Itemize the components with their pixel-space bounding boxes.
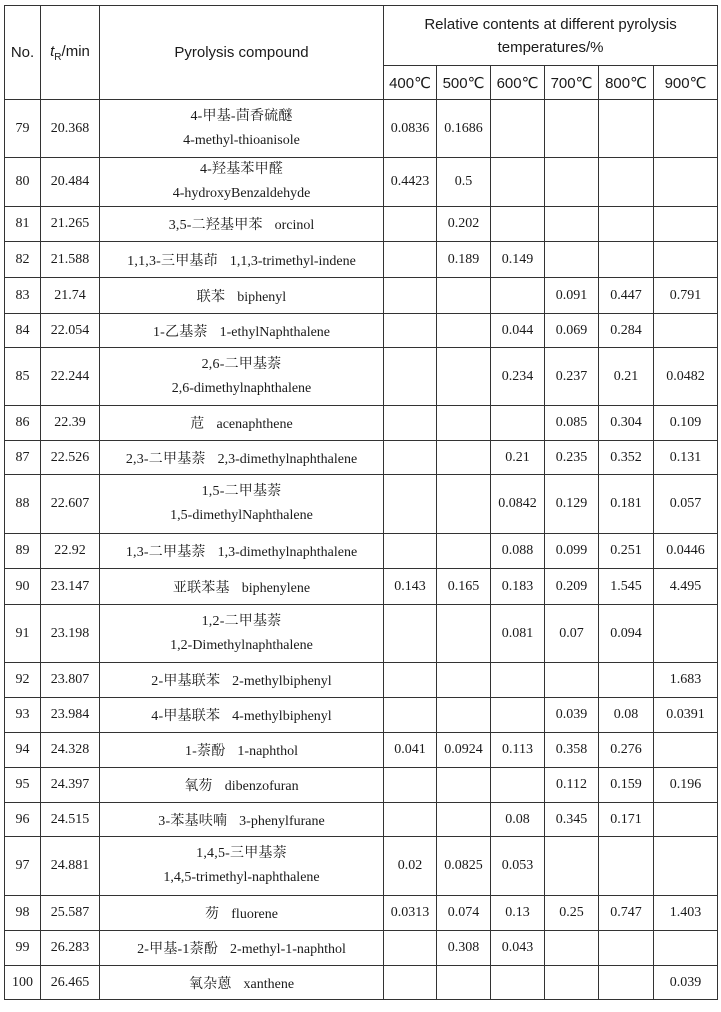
content-value: 0.085 — [545, 406, 599, 441]
compound-name — [100, 896, 384, 931]
table-row — [5, 158, 718, 207]
content-value: 0.0482 — [654, 348, 718, 406]
content-value: 0.069 — [545, 314, 599, 348]
row-number: 87 — [5, 441, 41, 475]
retention-time: 26.283 — [41, 931, 100, 966]
content-value: 0.284 — [599, 314, 654, 348]
content-value: 1.545 — [599, 569, 654, 605]
compound-name-cn: 联苯 — [196, 289, 226, 305]
compound-name-cn: 1,3-二甲基萘 — [125, 545, 206, 560]
compound-name — [100, 569, 384, 605]
table-row — [5, 314, 718, 348]
content-value: 0.0446 — [654, 534, 718, 569]
content-value: 0.112 — [545, 768, 599, 803]
row-number: 98 — [5, 896, 41, 931]
compound-name-en: 1-naphthol — [237, 744, 299, 759]
content-value — [384, 406, 437, 441]
temp-header: 700℃ — [545, 66, 599, 100]
content-value — [654, 605, 718, 663]
compound-name-cn: 1-乙基萘 — [152, 324, 208, 340]
content-value — [545, 837, 599, 896]
col-temperature-group-header: Relative contents at different pyrolysis temperatures/% — [384, 6, 718, 66]
content-value — [384, 966, 437, 1000]
content-value: 0.0842 — [491, 475, 545, 534]
content-value: 0.0391 — [654, 698, 718, 733]
compound-name — [100, 406, 384, 441]
content-value: 0.02 — [384, 837, 437, 896]
content-value: 0.181 — [599, 475, 654, 534]
compound-name-en: 1,4,5-trimethyl-naphthalene — [163, 870, 320, 885]
content-value: 0.053 — [491, 837, 545, 896]
content-value — [654, 314, 718, 348]
content-value — [491, 100, 545, 158]
retention-time: 25.587 — [41, 896, 100, 931]
row-number: 90 — [5, 569, 41, 605]
retention-time: 26.465 — [41, 966, 100, 1000]
content-value: 0.345 — [545, 803, 599, 837]
content-value: 0.149 — [491, 242, 545, 278]
content-value — [599, 837, 654, 896]
retention-time: 24.881 — [41, 837, 100, 896]
content-value: 0.044 — [491, 314, 545, 348]
compound-name-cn: 4-羟基苯甲醛 — [199, 162, 284, 177]
content-value — [384, 348, 437, 406]
content-value: 0.209 — [545, 569, 599, 605]
retention-time: 24.515 — [41, 803, 100, 837]
table-row — [5, 569, 718, 605]
content-value: 0.159 — [599, 768, 654, 803]
content-value — [491, 663, 545, 698]
content-value — [384, 441, 437, 475]
compound-name — [100, 768, 384, 803]
content-value: 0.21 — [491, 441, 545, 475]
table-row — [5, 475, 718, 534]
table-row — [5, 896, 718, 931]
content-value — [491, 406, 545, 441]
retention-time: 22.607 — [41, 475, 100, 534]
retention-time: 22.39 — [41, 406, 100, 441]
temp-header: 900℃ — [654, 66, 718, 100]
retention-time: 21.588 — [41, 242, 100, 278]
temp-header: 600℃ — [491, 66, 545, 100]
content-value: 0.358 — [545, 733, 599, 768]
compound-name-cn: 2-甲基联苯 — [151, 674, 221, 689]
content-value — [384, 207, 437, 242]
compound-name — [100, 698, 384, 733]
compound-name-cn: 1,5-二甲基萘 — [201, 484, 282, 499]
compound-name — [100, 314, 384, 348]
compound-name-en: 3-phenylfurane — [239, 813, 325, 829]
table-row — [5, 698, 718, 733]
content-value: 0.276 — [599, 733, 654, 768]
content-value — [384, 242, 437, 278]
content-value: 0.113 — [491, 733, 545, 768]
row-number: 93 — [5, 698, 41, 733]
row-number: 99 — [5, 931, 41, 966]
content-value: 0.237 — [545, 348, 599, 406]
content-value — [437, 406, 491, 441]
content-value — [599, 966, 654, 1000]
content-value — [384, 534, 437, 569]
content-value: 0.235 — [545, 441, 599, 475]
table-row — [5, 278, 718, 314]
content-value — [437, 534, 491, 569]
temp-header: 500℃ — [437, 66, 491, 100]
content-value — [654, 207, 718, 242]
compound-name-cn: 2,6-二甲基萘 — [201, 356, 282, 372]
content-value: 0.07 — [545, 605, 599, 663]
content-value: 1.403 — [654, 896, 718, 931]
content-value — [384, 605, 437, 663]
table-row — [5, 803, 718, 837]
compound-name — [100, 441, 384, 475]
content-value: 0.25 — [545, 896, 599, 931]
content-value — [545, 966, 599, 1000]
content-value: 0.202 — [437, 207, 491, 242]
content-value — [437, 475, 491, 534]
compound-name — [100, 348, 384, 406]
compound-name — [100, 278, 384, 314]
compound-name-en: xanthene — [243, 976, 295, 992]
compound-name-en: 1,1,3-trimethyl-indene — [229, 253, 356, 269]
content-value — [491, 768, 545, 803]
content-value — [437, 348, 491, 406]
row-number: 91 — [5, 605, 41, 663]
content-value: 0.0313 — [384, 896, 437, 931]
row-number: 92 — [5, 663, 41, 698]
table-row — [5, 348, 718, 406]
compound-name-en: 4-methyl-thioanisole — [183, 132, 300, 148]
content-value: 0.251 — [599, 534, 654, 569]
content-value: 0.0836 — [384, 100, 437, 158]
retention-time: 24.328 — [41, 733, 100, 768]
row-number: 79 — [5, 100, 41, 158]
compound-name-cn: 2-甲基-1萘酚 — [137, 942, 219, 957]
row-number: 100 — [5, 966, 41, 1000]
row-number: 84 — [5, 314, 41, 348]
compound-name — [100, 803, 384, 837]
content-value — [599, 242, 654, 278]
content-value — [599, 100, 654, 158]
compound-name-cn: 2,3-二甲基萘 — [125, 451, 206, 467]
content-value — [437, 278, 491, 314]
compound-name-en: 1-ethylNaphthalene — [219, 324, 331, 340]
content-value — [491, 966, 545, 1000]
content-value — [599, 207, 654, 242]
retention-time: 23.984 — [41, 698, 100, 733]
content-value — [545, 242, 599, 278]
row-number: 81 — [5, 207, 41, 242]
content-value — [599, 663, 654, 698]
content-value: 0.129 — [545, 475, 599, 534]
content-value — [545, 207, 599, 242]
retention-time: 22.244 — [41, 348, 100, 406]
compound-name-en: 1,5-dimethylNaphthalene — [170, 508, 313, 523]
content-value: 0.352 — [599, 441, 654, 475]
row-number: 94 — [5, 733, 41, 768]
content-value: 0.234 — [491, 348, 545, 406]
temp-header: 400℃ — [384, 66, 437, 100]
table-row — [5, 966, 718, 1000]
content-value — [654, 733, 718, 768]
compound-name-cn: 氧芴 — [184, 779, 213, 794]
content-value: 0.196 — [654, 768, 718, 803]
content-value: 0.099 — [545, 534, 599, 569]
content-value — [545, 100, 599, 158]
retention-time: 20.368 — [41, 100, 100, 158]
col-retention-time-header: $t_R/\min$ — [41, 6, 100, 100]
content-value — [437, 768, 491, 803]
content-value — [654, 803, 718, 837]
compound-name — [100, 158, 384, 207]
retention-time: 22.054 — [41, 314, 100, 348]
content-value — [545, 158, 599, 207]
content-value: 0.0924 — [437, 733, 491, 768]
content-value: 0.039 — [545, 698, 599, 733]
compound-name-cn: 3,5-二羟基甲苯 — [168, 218, 263, 233]
content-value: 0.13 — [491, 896, 545, 931]
col-no-header: No. — [5, 6, 41, 100]
compound-name-en: 2,3-dimethylnaphthalene — [217, 451, 358, 467]
content-value: 0.5 — [437, 158, 491, 207]
table-row — [5, 242, 718, 278]
content-value — [384, 768, 437, 803]
content-value: 0.4423 — [384, 158, 437, 207]
content-value — [384, 314, 437, 348]
compound-name — [100, 207, 384, 242]
compound-name-cn: 苊 — [190, 417, 205, 432]
content-value: 0.308 — [437, 931, 491, 966]
content-value — [384, 931, 437, 966]
table-row — [5, 663, 718, 698]
compound-name-en: 2,6-dimethylnaphthalene — [171, 380, 312, 396]
content-value — [384, 475, 437, 534]
temp-header: 800℃ — [599, 66, 654, 100]
compound-name-en: biphenyl — [237, 289, 287, 305]
compound-name-en: dibenzofuran — [224, 779, 299, 794]
compound-name-cn: 3-苯基呋喃 — [158, 813, 228, 829]
compound-name — [100, 966, 384, 1000]
row-number: 85 — [5, 348, 41, 406]
content-value — [384, 803, 437, 837]
retention-time: 21.74 — [41, 278, 100, 314]
retention-time: 24.397 — [41, 768, 100, 803]
content-value — [491, 278, 545, 314]
content-value: 0.081 — [491, 605, 545, 663]
content-value — [437, 966, 491, 1000]
content-value: 0.043 — [491, 931, 545, 966]
content-value — [599, 158, 654, 207]
compound-name-en: 1,3-dimethylnaphthalene — [217, 545, 358, 560]
table-row — [5, 441, 718, 475]
header-row — [5, 6, 718, 66]
compound-name-en: orcinol — [274, 218, 315, 233]
content-value — [384, 278, 437, 314]
content-value: 0.109 — [654, 406, 718, 441]
retention-time: 22.92 — [41, 534, 100, 569]
content-value — [437, 605, 491, 663]
retention-time: 20.484 — [41, 158, 100, 207]
row-number: 83 — [5, 278, 41, 314]
row-number: 88 — [5, 475, 41, 534]
content-value — [654, 100, 718, 158]
content-value: 0.143 — [384, 569, 437, 605]
row-number: 96 — [5, 803, 41, 837]
content-value — [437, 314, 491, 348]
compound-name — [100, 931, 384, 966]
compound-name — [100, 733, 384, 768]
content-value: 0.171 — [599, 803, 654, 837]
content-value: 0.165 — [437, 569, 491, 605]
compound-name — [100, 663, 384, 698]
compound-name — [100, 534, 384, 569]
retention-time: 22.526 — [41, 441, 100, 475]
content-value: 0.08 — [491, 803, 545, 837]
retention-time: 21.265 — [41, 207, 100, 242]
compound-name-cn: 芴 — [205, 907, 220, 922]
content-value: 0.041 — [384, 733, 437, 768]
table-body — [5, 100, 718, 1000]
compound-name-cn: 亚联苯基 — [172, 580, 230, 596]
compound-name — [100, 100, 384, 158]
row-number: 80 — [5, 158, 41, 207]
content-value: 0.1686 — [437, 100, 491, 158]
pyrolysis-table — [4, 5, 718, 1000]
table-row — [5, 534, 718, 569]
content-value: 0.057 — [654, 475, 718, 534]
content-value: 0.131 — [654, 441, 718, 475]
compound-name-en: 2-methylbiphenyl — [232, 674, 332, 689]
compound-name-cn: 1,1,3-三甲基茚 — [127, 253, 218, 269]
compound-name-cn: 4-甲基联苯 — [151, 709, 221, 724]
content-value — [654, 931, 718, 966]
content-value — [545, 931, 599, 966]
content-value — [437, 803, 491, 837]
compound-name-en: biphenylene — [241, 580, 311, 596]
compound-name-en: 4-hydroxyBenzaldehyde — [172, 186, 311, 201]
table-row — [5, 931, 718, 966]
content-value: 1.683 — [654, 663, 718, 698]
content-value: 0.091 — [545, 278, 599, 314]
content-value: 0.304 — [599, 406, 654, 441]
content-value — [491, 698, 545, 733]
content-value: 0.074 — [437, 896, 491, 931]
content-value — [654, 158, 718, 207]
content-value: 0.21 — [599, 348, 654, 406]
content-value: 0.791 — [654, 278, 718, 314]
row-number: 86 — [5, 406, 41, 441]
content-value: 0.08 — [599, 698, 654, 733]
content-value — [437, 698, 491, 733]
content-value: 0.747 — [599, 896, 654, 931]
content-value — [491, 158, 545, 207]
compound-name — [100, 837, 384, 896]
compound-name-cn: 1,2-二甲基萘 — [201, 613, 282, 629]
table-row — [5, 768, 718, 803]
content-value: 0.189 — [437, 242, 491, 278]
retention-time: 23.807 — [41, 663, 100, 698]
table-row — [5, 837, 718, 896]
row-number: 97 — [5, 837, 41, 896]
compound-name — [100, 475, 384, 534]
content-value — [654, 242, 718, 278]
compound-name — [100, 242, 384, 278]
content-value: 0.039 — [654, 966, 718, 1000]
retention-time: 23.147 — [41, 569, 100, 605]
compound-name-cn: 氧杂蒽 — [188, 976, 232, 992]
compound-name-en: acenaphthene — [216, 417, 293, 432]
content-value: 0.183 — [491, 569, 545, 605]
content-value — [437, 663, 491, 698]
content-value: 0.0825 — [437, 837, 491, 896]
retention-time: 23.198 — [41, 605, 100, 663]
content-value — [545, 663, 599, 698]
table-row — [5, 100, 718, 158]
content-value: 0.088 — [491, 534, 545, 569]
content-value — [599, 931, 654, 966]
content-value — [654, 837, 718, 896]
content-value — [384, 663, 437, 698]
content-value: 0.447 — [599, 278, 654, 314]
content-value — [437, 441, 491, 475]
content-value — [384, 698, 437, 733]
col-compound-header: Pyrolysis compound — [100, 6, 384, 100]
content-value: 4.495 — [654, 569, 718, 605]
compound-name — [100, 605, 384, 663]
row-number: 82 — [5, 242, 41, 278]
content-value — [491, 207, 545, 242]
compound-name-en: fluorene — [231, 907, 278, 922]
table-row — [5, 733, 718, 768]
table-row — [5, 406, 718, 441]
table-row — [5, 207, 718, 242]
compound-name-en: 4-methylbiphenyl — [232, 709, 332, 724]
table-row — [5, 605, 718, 663]
row-number: 95 — [5, 768, 41, 803]
compound-name-cn: 4-甲基-茴香硫醚 — [190, 108, 293, 124]
compound-name-cn: 1-萘酚 — [184, 744, 226, 759]
compound-name-en: 2-methyl-1-naphthol — [230, 942, 346, 957]
row-number: 89 — [5, 534, 41, 569]
compound-name-en: 1,2-Dimethylnaphthalene — [170, 637, 313, 653]
content-value: 0.094 — [599, 605, 654, 663]
compound-name-cn: 1,4,5-三甲基萘 — [196, 846, 287, 861]
